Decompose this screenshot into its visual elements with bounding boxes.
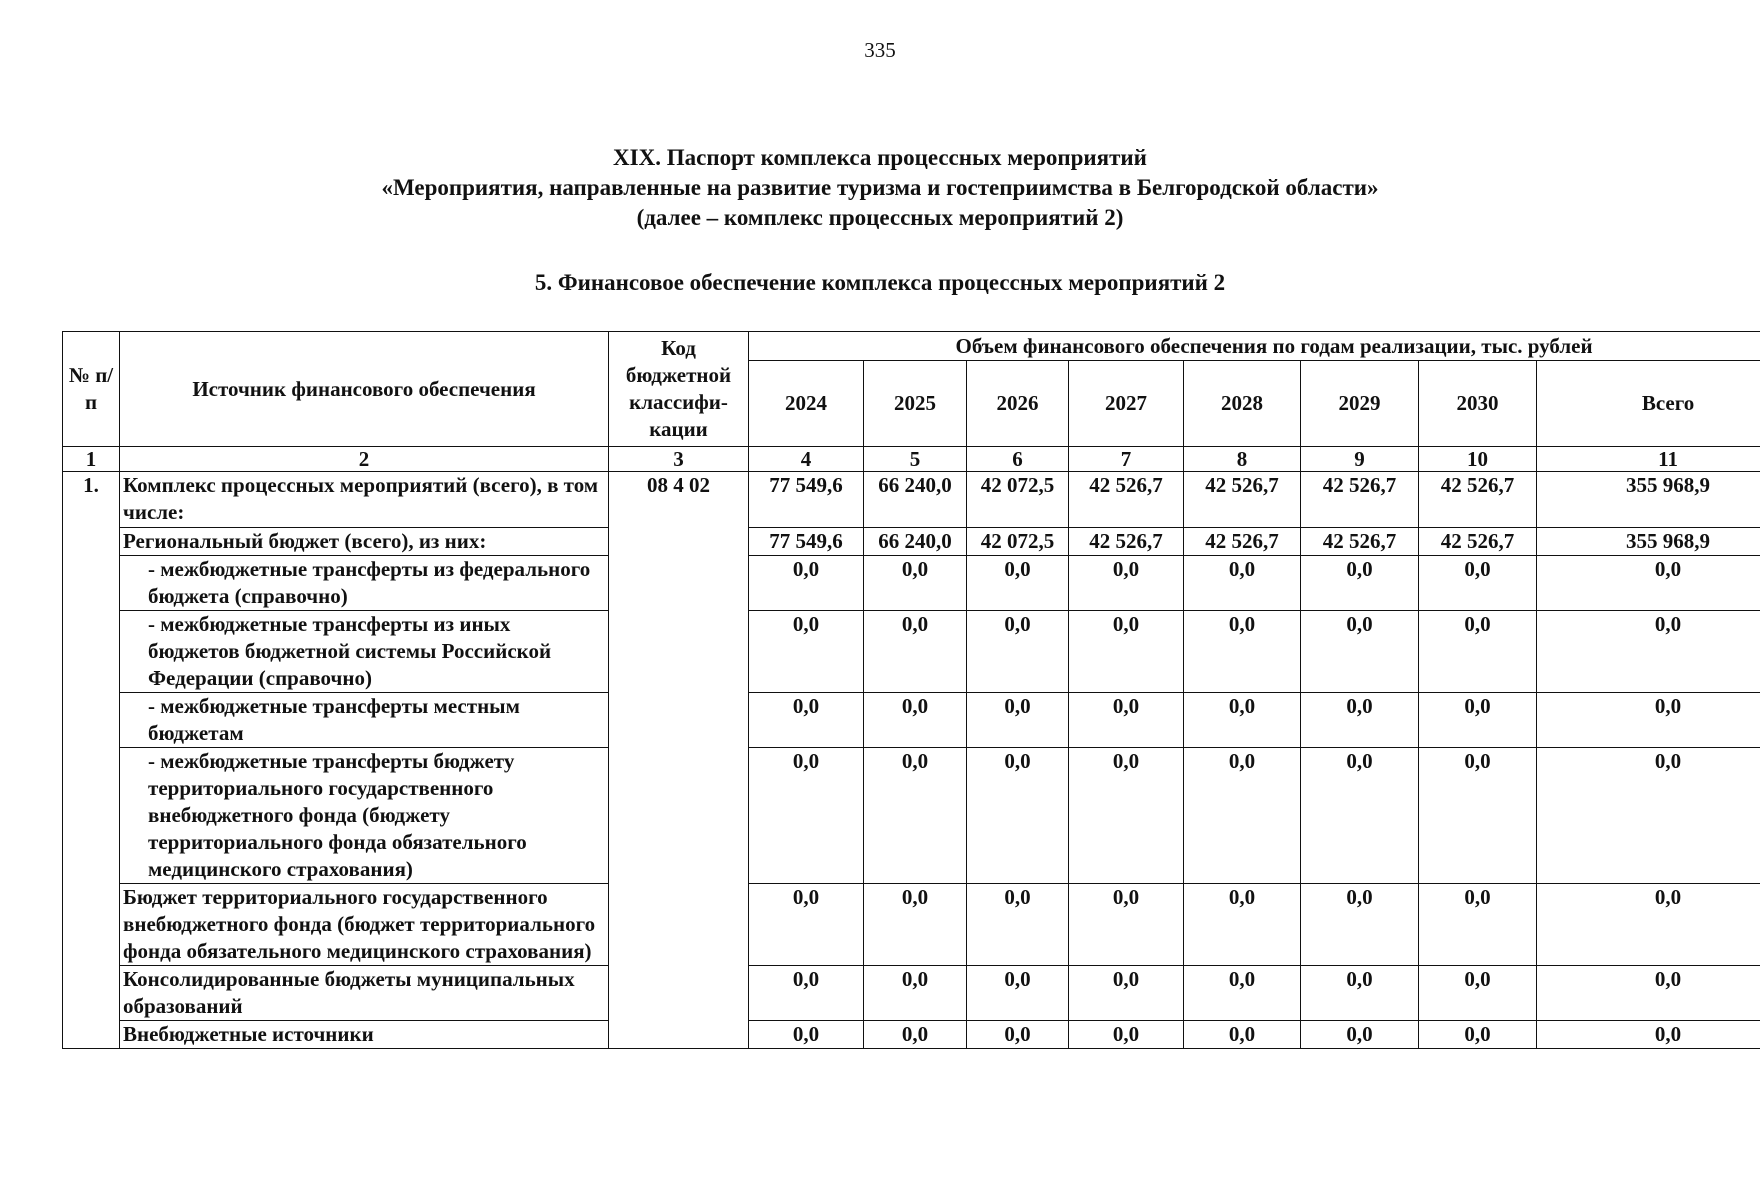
table-row — [63, 556, 1760, 611]
cell-value: 0,0 — [1537, 556, 1760, 611]
budget-code: 08 4 02 — [609, 472, 749, 1049]
cell-value: 0,0 — [1184, 966, 1301, 1021]
cell-value: 0,0 — [1301, 1021, 1419, 1049]
cell-value: 0,0 — [1301, 611, 1419, 693]
cell-value: 0,0 — [1537, 1021, 1760, 1049]
row-source: - межбюджетные трансферты бюджету территориального государственного внебюджетного фонда (бюджету территориального фонда обязательного медицинского страхования) — [120, 748, 609, 884]
cell-value: 0,0 — [1184, 884, 1301, 966]
cell-value: 42 526,7 — [1301, 472, 1419, 528]
cell-value: 0,0 — [1184, 611, 1301, 693]
cell-value: 0,0 — [1419, 556, 1537, 611]
cell-value: 0,0 — [1419, 1021, 1537, 1049]
table-row — [63, 1021, 1760, 1049]
column-number: 6 — [967, 447, 1069, 472]
cell-value: 0,0 — [1537, 884, 1760, 966]
cell-value: 0,0 — [864, 556, 967, 611]
cell-value: 0,0 — [749, 966, 864, 1021]
header-year: 2029 — [1301, 361, 1419, 447]
cell-value: 0,0 — [864, 966, 967, 1021]
cell-value: 42 526,7 — [1301, 528, 1419, 556]
cell-value: 0,0 — [967, 611, 1069, 693]
cell-value: 0,0 — [1069, 966, 1184, 1021]
column-number: 8 — [1184, 447, 1301, 472]
header-year: 2030 — [1419, 361, 1537, 447]
cell-value: 0,0 — [1184, 556, 1301, 611]
cell-value: 0,0 — [1301, 884, 1419, 966]
cell-value: 0,0 — [1419, 693, 1537, 748]
cell-value: 0,0 — [749, 884, 864, 966]
row-source: Внебюджетные источники — [120, 1021, 609, 1049]
cell-value: 0,0 — [1419, 611, 1537, 693]
header-row-1 — [63, 332, 1760, 361]
cell-value: 0,0 — [864, 884, 967, 966]
column-number: 1 — [63, 447, 120, 472]
cell-value: 0,0 — [749, 556, 864, 611]
cell-value: 66 240,0 — [864, 528, 967, 556]
column-number: 3 — [609, 447, 749, 472]
cell-value: 0,0 — [1419, 884, 1537, 966]
cell-value: 355 968,9 — [1537, 528, 1760, 556]
cell-value: 77 549,6 — [749, 528, 864, 556]
cell-value: 0,0 — [967, 693, 1069, 748]
cell-value: 0,0 — [864, 1021, 967, 1049]
column-number: 4 — [749, 447, 864, 472]
cell-value: 0,0 — [864, 693, 967, 748]
cell-value: 0,0 — [1537, 611, 1760, 693]
cell-value: 0,0 — [1301, 966, 1419, 1021]
cell-value: 0,0 — [1301, 556, 1419, 611]
cell-value: 42 072,5 — [967, 528, 1069, 556]
heading-line-1: XIX. Паспорт комплекса процессных мероприятий — [613, 145, 1147, 170]
cell-value: 77 549,6 — [749, 472, 864, 528]
column-number: 11 — [1537, 447, 1760, 472]
cell-value: 0,0 — [1537, 693, 1760, 748]
column-number: 10 — [1419, 447, 1537, 472]
cell-value: 42 526,7 — [1069, 528, 1184, 556]
table-row — [63, 693, 1760, 748]
header-year: 2027 — [1069, 361, 1184, 447]
cell-value: 0,0 — [1069, 693, 1184, 748]
cell-value: 0,0 — [1069, 748, 1184, 884]
row-source: - межбюджетные трансферты из федерального бюджета (справочно) — [120, 556, 609, 611]
header-year: 2025 — [864, 361, 967, 447]
cell-value: 0,0 — [1069, 1021, 1184, 1049]
cell-value: 0,0 — [1184, 1021, 1301, 1049]
cell-value: 42 526,7 — [1069, 472, 1184, 528]
row-source: - межбюджетные трансферты местным бюджетам — [120, 693, 609, 748]
header-volume: Объем финансового обеспечения по годам реализации, тыс. рублей — [749, 332, 1760, 361]
financing-table — [62, 331, 1760, 1049]
cell-value: 42 072,5 — [967, 472, 1069, 528]
column-number: 2 — [120, 447, 609, 472]
table-row — [63, 884, 1760, 966]
table-row — [63, 528, 1760, 556]
cell-value: 42 526,7 — [1419, 472, 1537, 528]
section-heading — [0, 143, 1760, 233]
cell-value: 0,0 — [864, 611, 967, 693]
header-year: 2028 — [1184, 361, 1301, 447]
cell-value: 0,0 — [1069, 556, 1184, 611]
header-source: Источник финансового обеспечения — [120, 332, 609, 447]
cell-value: 0,0 — [749, 693, 864, 748]
row-source: Региональный бюджет (всего), из них: — [120, 528, 609, 556]
row-source: Комплекс процессных мероприятий (всего), в том числе: — [120, 472, 609, 528]
header-code: Код бюджетной классифи-кации — [609, 332, 749, 447]
cell-value: 66 240,0 — [864, 472, 967, 528]
row-source: Консолидированные бюджеты муниципальных образований — [120, 966, 609, 1021]
cell-value: 0,0 — [1419, 748, 1537, 884]
column-number-row — [63, 447, 1760, 472]
row-number: 1. — [63, 472, 120, 1049]
cell-value: 0,0 — [1301, 748, 1419, 884]
row-source: - межбюджетные трансферты из иных бюджетов бюджетной системы Российской Федерации (справочно) — [120, 611, 609, 693]
column-number: 9 — [1301, 447, 1419, 472]
row-source: Бюджет территориального государственного внебюджетного фонда (бюджет территориального фонда обязательного медицинского страхования) — [120, 884, 609, 966]
column-number: 7 — [1069, 447, 1184, 472]
cell-value: 0,0 — [1301, 693, 1419, 748]
cell-value: 0,0 — [1184, 693, 1301, 748]
cell-value: 0,0 — [1419, 966, 1537, 1021]
table-caption: 5. Финансовое обеспечение комплекса процессных мероприятий 2 — [534, 270, 1226, 295]
cell-value: 42 526,7 — [1184, 528, 1301, 556]
cell-value: 0,0 — [749, 748, 864, 884]
cell-value: 0,0 — [967, 966, 1069, 1021]
page-number: 335 — [864, 38, 896, 62]
cell-value: 0,0 — [967, 748, 1069, 884]
cell-value: 0,0 — [967, 556, 1069, 611]
column-number: 5 — [864, 447, 967, 472]
header-year: 2026 — [967, 361, 1069, 447]
cell-value: 0,0 — [864, 748, 967, 884]
cell-value: 0,0 — [749, 1021, 864, 1049]
cell-value: 0,0 — [967, 1021, 1069, 1049]
cell-value: 42 526,7 — [1184, 472, 1301, 528]
heading-line-2: «Мероприятия, направленные на развитие туризма и гостеприимства в Белгородской области» — [381, 175, 1379, 200]
table-row — [63, 472, 1760, 528]
table-row — [63, 966, 1760, 1021]
header-year: 2024 — [749, 361, 864, 447]
cell-value: 355 968,9 — [1537, 472, 1760, 528]
header-num: № п/п — [63, 332, 120, 447]
table-row — [63, 748, 1760, 884]
cell-value: 0,0 — [1537, 748, 1760, 884]
table-row — [63, 611, 1760, 693]
cell-value: 0,0 — [1069, 611, 1184, 693]
cell-value: 0,0 — [749, 611, 864, 693]
cell-value: 0,0 — [1537, 966, 1760, 1021]
heading-line-3: (далее – комплекс процессных мероприятий 2) — [636, 205, 1124, 230]
header-total: Всего — [1537, 361, 1760, 447]
cell-value: 0,0 — [967, 884, 1069, 966]
cell-value: 0,0 — [1069, 884, 1184, 966]
cell-value: 0,0 — [1184, 748, 1301, 884]
cell-value: 42 526,7 — [1419, 528, 1537, 556]
